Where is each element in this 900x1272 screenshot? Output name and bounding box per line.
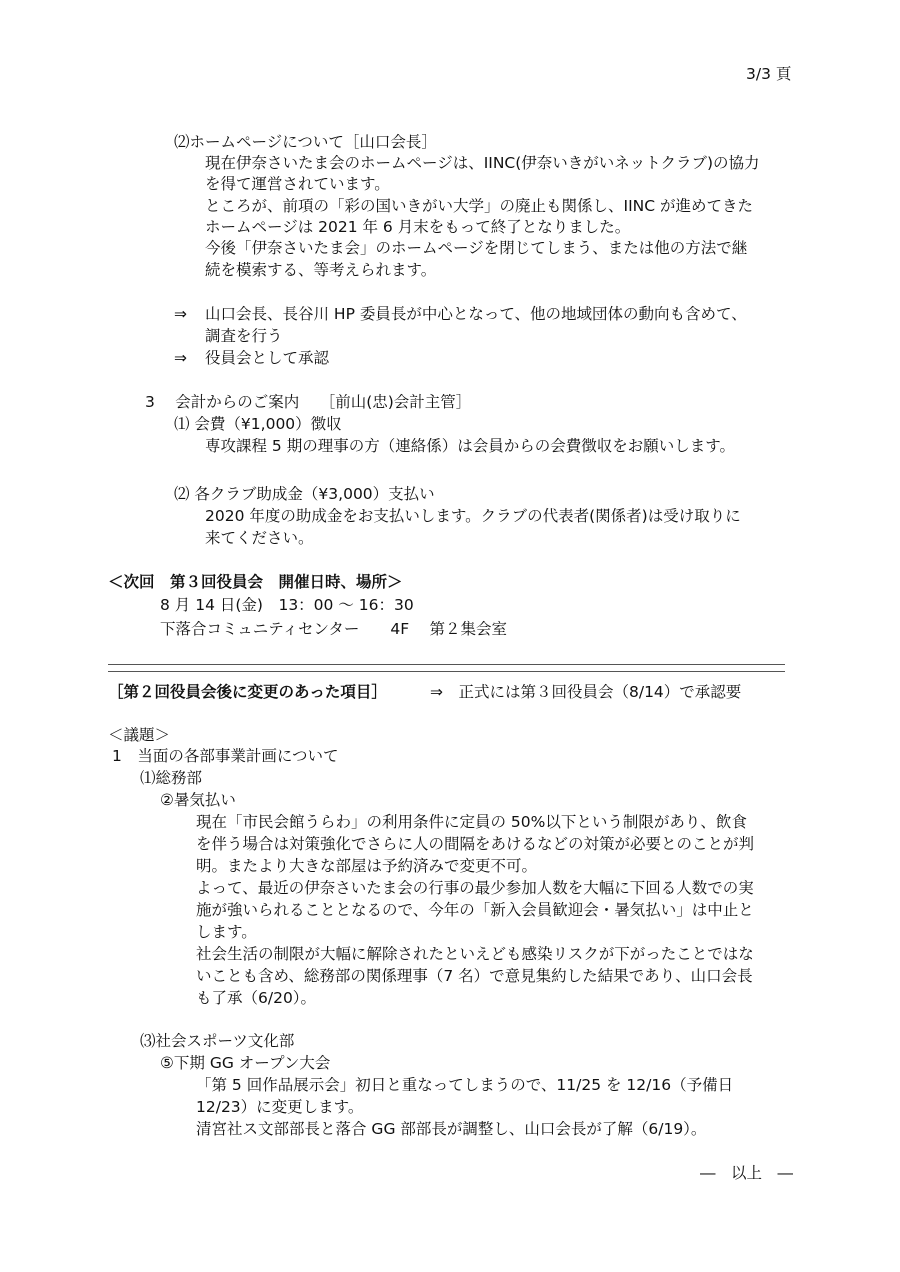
general-line: いことも含め、総務部の関係理事（7 名）で意見集約した結果であり、山口会長 <box>196 967 753 985</box>
grant-heading: ⑵ 各クラブ助成金（¥3,000）支払い <box>174 485 435 503</box>
next-meeting-datetime: 8 月 14 日(金) 13：00 ～ 16：30 <box>160 596 414 614</box>
grant-line: 来てください。 <box>205 529 314 547</box>
sports-culture-heading: ⑶社会スポーツ文化部 <box>140 1032 295 1050</box>
changes-heading: ［第２回役員会後に変更のあった項目］ <box>108 683 387 701</box>
action-text: 調査を行う <box>205 327 283 345</box>
general-line: を伴う場合は対策強化でさらに人の間隔をあけるなどの対策が必要とのことが判 <box>196 835 755 853</box>
homepage-line: 現在伊奈さいたま会のホームページは、IINC(伊奈いきがいネットクラブ)の協力 <box>205 154 760 172</box>
general-line: よって、最近の伊奈さいたま会の行事の最少参加人数を大幅に下回る人数での実 <box>196 879 754 897</box>
next-meeting-place: 下落合コミュニティセンター 4F 第２集会室 <box>160 620 508 638</box>
action-arrow: ⇒ <box>174 349 187 367</box>
homepage-line: ところが、前項の「彩の国いきがい大学」の廃止も関係し、IINC が進めてきた <box>205 197 753 215</box>
homepage-line: ホームページは 2021 年 6 月末をもって終了となりました。 <box>205 218 631 236</box>
homepage-line: 続を模索する、等考えられます。 <box>205 261 437 279</box>
double-line-separator <box>108 664 785 672</box>
fee-line: 専攻課程 5 期の理事の方（連絡係）は会員からの会費徴収をお願いします。 <box>205 437 735 455</box>
page-number: 3/3 頁 <box>746 65 792 83</box>
next-meeting-heading: ＜次回 第３回役員会 開催日時、場所＞ <box>108 573 403 591</box>
closing-mark: ― 以上 ― <box>700 1164 794 1182</box>
sports-line: 12/23）に変更します。 <box>196 1098 364 1116</box>
agenda-item-1: 1 当面の各部事業計画について <box>112 747 339 765</box>
action-text: 山口会長、長谷川 HP 委員長が中心となって、他の地域団体の動向も含めて、 <box>205 305 747 323</box>
action-text: 役員会として承認 <box>205 349 330 367</box>
agenda-label: ＜議題＞ <box>108 726 171 744</box>
general-line: 現在「市民会館うらわ」の利用条件に定員の 50%以下という制限があり、飲食 <box>196 813 747 831</box>
sports-line: 清宮社ス文部部長と落合 GG 部部長が調整し、山口会長が了解（6/19）。 <box>196 1120 707 1138</box>
summer-party-heading: ②暑気払い <box>160 791 236 809</box>
fee-heading: ⑴ 会費（¥1,000）徴収 <box>174 415 342 433</box>
general-line: 施が強いられることとなるので、今年の「新入会員歓迎会・暑気払い」は中止と <box>196 901 754 919</box>
accounting-heading: 3 会計からのご案内 ［前山(忠)会計主管］ <box>145 393 472 411</box>
action-arrow: ⇒ <box>174 305 187 323</box>
changes-arrow-note: ⇒ 正式には第３回役員会（8/14）で承認要 <box>430 683 742 701</box>
general-line: も了承（6/20）。 <box>196 989 317 1007</box>
general-line: 明。またより大きな部屋は予約済みで変更不可。 <box>196 857 538 875</box>
general-line: します。 <box>196 923 257 941</box>
homepage-line: 今後「伊奈さいたま会」のホームページを閉じてしまう、または他の方法で継 <box>205 239 748 257</box>
gg-open-heading: ⑤下期 GG オープン大会 <box>160 1054 331 1072</box>
sports-line: 「第 5 回作品展示会」初日と重なってしまうので、11/25 を 12/16（予備日 <box>196 1076 734 1094</box>
grant-line: 2020 年度の助成金をお支払いします。クラブの代表者(関係者)は受け取りに <box>205 507 741 525</box>
general-affairs-heading: ⑴総務部 <box>140 769 203 787</box>
homepage-line: を得て運営されています。 <box>205 175 390 193</box>
general-line: 社会生活の制限が大幅に解除されたといえども感染リスクが下がったことではな <box>196 945 754 963</box>
homepage-heading: ⑵ホームページについて［山口会長］ <box>174 133 437 151</box>
